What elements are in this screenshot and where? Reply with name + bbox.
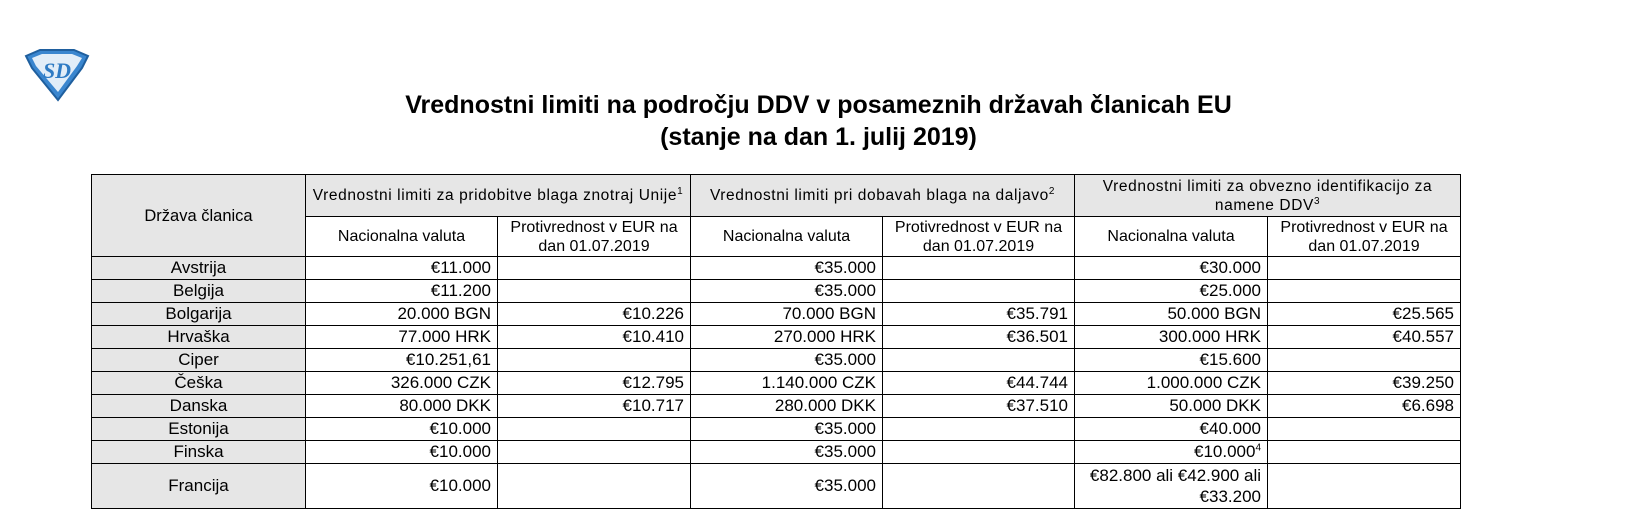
logo-text: SD xyxy=(42,58,72,83)
value-cell: 326.000 CZK xyxy=(306,372,498,395)
table-row xyxy=(92,372,1461,395)
header-eur-2: Protivrednost v EUR na dan 01.07.2019 xyxy=(883,217,1075,257)
value-cell xyxy=(883,280,1075,303)
table-row xyxy=(92,303,1461,326)
value-cell: €30.000 xyxy=(1075,257,1268,280)
value-cell xyxy=(498,280,691,303)
value-cell: €35.000 xyxy=(691,418,883,441)
value-cell: €10.000 xyxy=(306,464,498,509)
table-row xyxy=(92,349,1461,372)
group-1-note: 1 xyxy=(677,185,684,197)
value-cell: 300.000 HRK xyxy=(1075,326,1268,349)
header-group-distance-sales xyxy=(691,175,1075,217)
group-1-label: Vrednostni limiti za pridobitve blaga znotraj Unije xyxy=(312,187,678,204)
value-cell: €15.600 xyxy=(1075,349,1268,372)
value-cell: €10.251,61 xyxy=(306,349,498,372)
header-eur-3: Protivrednost v EUR na dan 01.07.2019 xyxy=(1268,217,1461,257)
table-row xyxy=(92,418,1461,441)
group-2-note: 2 xyxy=(1048,185,1056,197)
value-cell: 50.000 BGN xyxy=(1075,303,1268,326)
value-cell: €6.698 xyxy=(1268,395,1461,418)
country-cell: Francija xyxy=(92,464,306,509)
group-3-note: 3 xyxy=(1313,195,1321,207)
value-cell xyxy=(883,349,1075,372)
value-cell: €35.000 xyxy=(691,349,883,372)
value-cell: €10.717 xyxy=(498,395,691,418)
value-cell xyxy=(498,464,691,509)
footnote-marker: 4 xyxy=(1255,442,1261,454)
value-cell: €10.000 xyxy=(306,441,498,464)
value-cell: €11.000 xyxy=(306,257,498,280)
value-cell: €10.000 xyxy=(306,418,498,441)
country-cell: Belgija xyxy=(92,280,306,303)
table-row xyxy=(92,280,1461,303)
value-cell: €82.800 ali €42.900 ali €33.200 xyxy=(1075,464,1268,509)
value-cell: €35.791 xyxy=(883,303,1075,326)
country-cell: Češka xyxy=(92,372,306,395)
header-group-acquisitions xyxy=(306,175,691,217)
value-cell: €10.226 xyxy=(498,303,691,326)
table-row xyxy=(92,326,1461,349)
value-cell: 280.000 DKK xyxy=(691,395,883,418)
value-cell: 77.000 HRK xyxy=(306,326,498,349)
value-cell: 80.000 DKK xyxy=(306,395,498,418)
value-cell: €39.250 xyxy=(1268,372,1461,395)
value-cell xyxy=(1268,257,1461,280)
header-national-1: Nacionalna valuta xyxy=(306,217,498,257)
value-cell: €11.200 xyxy=(306,280,498,303)
country-cell: Avstrija xyxy=(92,257,306,280)
value-cell xyxy=(1268,464,1461,509)
header-country: Država članica xyxy=(92,175,306,257)
table-row xyxy=(92,464,1461,509)
value-cell: 1.000.000 CZK xyxy=(1075,372,1268,395)
value-cell: €35.000 xyxy=(691,464,883,509)
value-cell: €40.557 xyxy=(1268,326,1461,349)
value-cell xyxy=(883,418,1075,441)
value-cell xyxy=(883,257,1075,280)
country-cell: Ciper xyxy=(92,349,306,372)
group-3-label: Vrednostni limiti za obvezno identifikacijo za namene DDV xyxy=(1102,177,1433,214)
value-cell: 20.000 BGN xyxy=(306,303,498,326)
country-cell: Bolgarija xyxy=(92,303,306,326)
page-subtitle: (stanje na dan 1. julij 2019) xyxy=(660,123,977,151)
page-title: Vrednostni limiti na področju DDV v posameznih državah članicah EU xyxy=(405,91,1232,119)
value-cell: €25.000 xyxy=(1075,280,1268,303)
value-cell xyxy=(498,349,691,372)
value-cell: €35.000 xyxy=(691,257,883,280)
header-group-registration xyxy=(1075,175,1461,217)
vat-limits-table xyxy=(91,174,1461,509)
value-cell xyxy=(1268,280,1461,303)
group-2-label: Vrednostni limiti pri dobavah blaga na daljavo xyxy=(709,187,1049,204)
value-cell xyxy=(498,441,691,464)
value-text: €10.000 xyxy=(1193,442,1256,461)
value-cell: €37.510 xyxy=(883,395,1075,418)
value-cell: 50.000 DKK xyxy=(1075,395,1268,418)
header-eur-1: Protivrednost v EUR na dan 01.07.2019 xyxy=(498,217,691,257)
value-cell: €36.501 xyxy=(883,326,1075,349)
value-cell: 70.000 BGN xyxy=(691,303,883,326)
value-cell xyxy=(1268,349,1461,372)
value-cell xyxy=(498,418,691,441)
table-row xyxy=(92,395,1461,418)
value-cell: €44.744 xyxy=(883,372,1075,395)
table-row xyxy=(92,441,1461,464)
value-cell xyxy=(883,441,1075,464)
table-row xyxy=(92,257,1461,280)
value-cell xyxy=(1268,441,1461,464)
header-national-3: Nacionalna valuta xyxy=(1075,217,1268,257)
value-cell: €35.000 xyxy=(691,441,883,464)
value-cell: 1.140.000 CZK xyxy=(691,372,883,395)
value-cell: €25.565 xyxy=(1268,303,1461,326)
value-cell xyxy=(1075,441,1268,464)
value-cell xyxy=(498,257,691,280)
header-national-2: Nacionalna valuta xyxy=(691,217,883,257)
country-cell: Finska xyxy=(92,441,306,464)
country-cell: Hrvaška xyxy=(92,326,306,349)
value-cell: €40.000 xyxy=(1075,418,1268,441)
value-cell: 270.000 HRK xyxy=(691,326,883,349)
value-cell: €12.795 xyxy=(498,372,691,395)
value-cell xyxy=(883,464,1075,509)
country-cell: Danska xyxy=(92,395,306,418)
value-cell: €10.410 xyxy=(498,326,691,349)
value-cell xyxy=(1268,418,1461,441)
country-cell: Estonija xyxy=(92,418,306,441)
value-cell: €35.000 xyxy=(691,280,883,303)
